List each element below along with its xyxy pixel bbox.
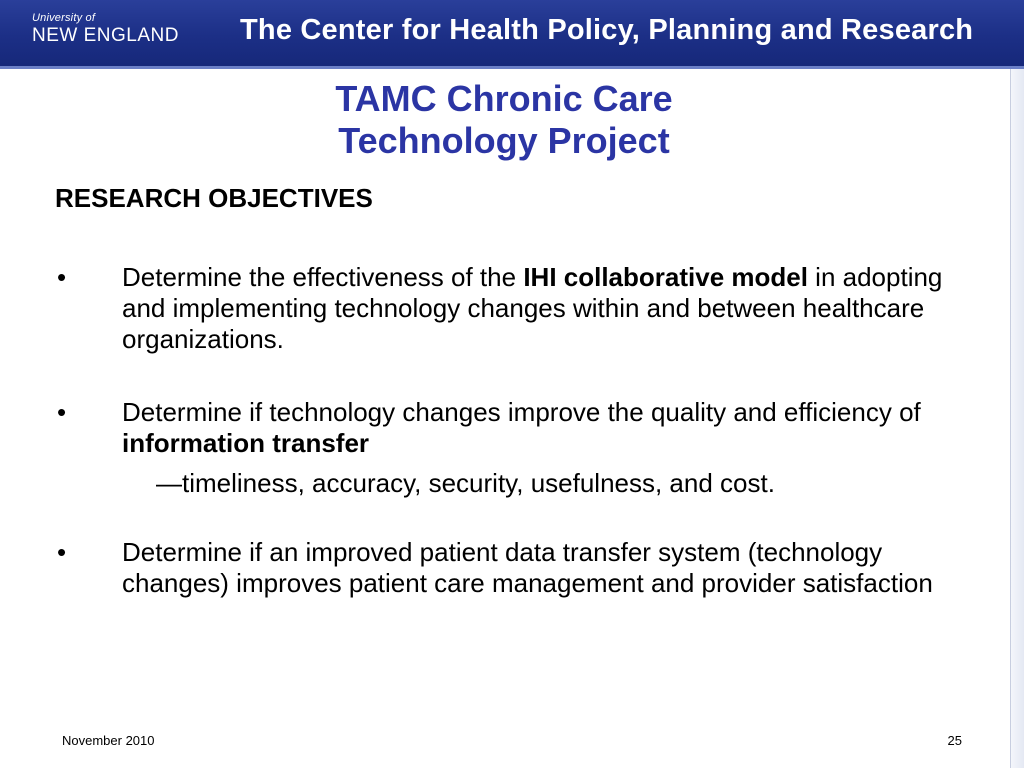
slide-title-line-1: TAMC Chronic Care <box>335 78 673 119</box>
logo-big-text: NEW ENGLAND <box>32 25 179 46</box>
section-heading: RESEARCH OBJECTIVES <box>55 183 373 213</box>
center-title: The Center for Health Policy, Planning and Research <box>240 14 974 46</box>
objective-subline: —timeliness, accuracy, security, usefulness, and cost. <box>156 468 775 498</box>
slide-title <box>0 78 1008 162</box>
objective-text-continued: in adopting and implementing technology changes within and between healthcare organizations. <box>122 262 943 354</box>
objective-text: Determine if technology changes improve the quality and efficiency of <box>122 397 921 427</box>
university-logo <box>32 12 179 48</box>
header-divider <box>0 66 1024 69</box>
bullet-icon: • <box>57 262 67 292</box>
bullet-icon: • <box>57 397 67 427</box>
window-edge <box>1010 69 1024 768</box>
bullet-icon: • <box>57 537 67 567</box>
objectives-list <box>55 262 975 641</box>
objective-item <box>55 537 975 599</box>
logo-small-text: University of <box>32 12 96 24</box>
objective-item <box>55 262 975 355</box>
objective-text: Determine if an improved patient data transfer system (technology changes) improves patient care management and provider satisfaction <box>122 537 933 598</box>
page-number: 25 <box>947 733 962 748</box>
objective-emphasis: IHI collaborative model <box>523 262 808 292</box>
objective-emphasis: information transfer <box>122 428 370 458</box>
objective-item <box>55 397 975 499</box>
header-bar <box>0 0 1024 66</box>
objective-text: Determine the effectiveness of the <box>122 262 524 292</box>
footer-date: November 2010 <box>62 733 155 748</box>
slide-title-line-2: Technology Project <box>338 120 670 161</box>
